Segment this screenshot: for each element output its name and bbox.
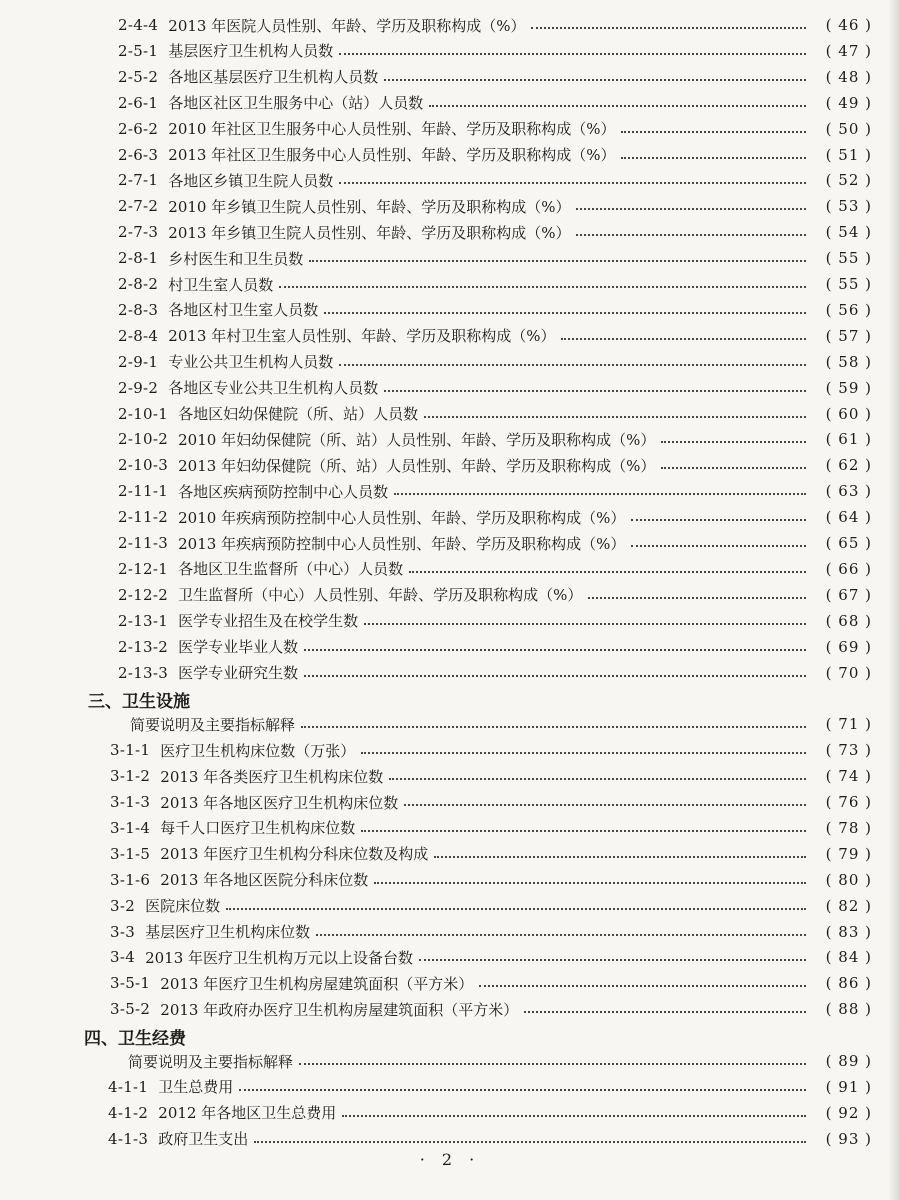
entry-title: 2013 年社区卫生服务中心人员性别、年龄、学历及职称构成（%） [168, 146, 616, 164]
entry-page-number: ( 83 ) [825, 922, 872, 941]
dot-leader [254, 1141, 806, 1143]
toc-entry [0, 90, 900, 116]
dot-leader [364, 623, 806, 625]
entry-title: 每千人口医疗卫生机构床位数 [160, 819, 356, 838]
entry-number: 3-2 [110, 896, 136, 915]
toc-entry [0, 737, 900, 763]
entry-title: 简要说明及主要指标解释 [130, 715, 296, 734]
toc-entry [0, 711, 900, 737]
toc-entry [0, 944, 900, 970]
entry-page-number: ( 84 ) [825, 948, 872, 967]
dot-leader [339, 364, 806, 366]
toc-entry [0, 1074, 900, 1100]
entry-page-number: ( 56 ) [825, 300, 872, 319]
entry-number: 2-6-3 [118, 145, 159, 164]
toc-entry [0, 582, 900, 608]
entry-number: 2-4-4 [118, 16, 159, 34]
dot-leader [342, 1115, 806, 1117]
entry-page-number: ( 58 ) [825, 352, 872, 371]
toc-entry [0, 167, 900, 193]
entry-title: 2013 年医疗卫生机构分科床位数及构成 [160, 845, 429, 864]
entry-number: 3-1-5 [110, 844, 151, 863]
entry-title: 各地区乡镇卫生院人员数 [168, 171, 334, 190]
entry-number: 2-10-3 [118, 456, 169, 475]
dot-leader [576, 208, 806, 210]
entry-page-number: ( 46 ) [825, 16, 872, 34]
entry-page-number: ( 61 ) [825, 430, 872, 449]
entry-title: 2013 年疾病预防控制中心人员性别、年龄、学历及职称构成（%） [178, 534, 626, 553]
entry-page-number: ( 60 ) [825, 404, 872, 423]
dot-leader [576, 234, 806, 236]
section-heading: 四、卫生经费 [84, 1028, 186, 1049]
entry-number: 4-1-1 [108, 1077, 149, 1096]
toc-entry [0, 323, 900, 349]
toc-entry [0, 841, 900, 867]
entry-title: 各地区村卫生室人员数 [168, 301, 319, 320]
entry-title: 2013 年妇幼保健院（所、站）人员性别、年龄、学历及职称构成（%） [178, 456, 656, 475]
dot-leader [661, 467, 806, 469]
entry-page-number: ( 93 ) [825, 1129, 872, 1148]
entry-title: 2013 年政府办医疗卫生机构房屋建筑面积（平方米） [160, 1000, 519, 1019]
entry-number: 2-13-2 [118, 637, 169, 656]
entry-number: 3-1-3 [110, 793, 151, 811]
entry-number: 3-1-6 [110, 870, 151, 889]
entry-number: 2-11-1 [118, 482, 169, 501]
entry-title: 2013 年各类医疗卫生机构床位数 [160, 767, 384, 786]
entry-title: 卫生监督所（中心）人员性别、年龄、学历及职称构成（%） [178, 586, 583, 605]
dot-leader [389, 778, 806, 780]
dot-leader [621, 157, 806, 159]
entry-number: 3-1-1 [110, 741, 151, 760]
entry-page-number: ( 88 ) [825, 1000, 872, 1019]
dot-leader [404, 804, 806, 806]
toc-entry [0, 478, 900, 504]
entry-number: 2-11-2 [118, 508, 169, 527]
entry-page-number: ( 51 ) [825, 145, 872, 164]
entry-title: 各地区卫生监督所（中心）人员数 [178, 560, 404, 579]
entry-title: 2013 年各地区医疗卫生机构床位数 [160, 793, 399, 812]
entry-number: 2-6-2 [118, 119, 159, 138]
toc-entry [0, 1126, 900, 1152]
entry-page-number: ( 55 ) [825, 275, 872, 293]
entry-number: 2-13-3 [118, 663, 169, 682]
entry-number: 2-11-3 [118, 534, 169, 552]
entry-page-number: ( 67 ) [825, 585, 872, 604]
entry-title: 简要说明及主要指标解释 [128, 1052, 294, 1071]
dot-leader [434, 856, 806, 858]
section-heading: 三、卫生设施 [88, 691, 190, 712]
dot-leader [384, 79, 806, 81]
toc-entry [0, 660, 900, 686]
entry-page-number: ( 50 ) [825, 119, 872, 138]
entry-page-number: ( 68 ) [825, 611, 872, 630]
entry-title: 医学专业研究生数 [178, 664, 299, 682]
entry-number: 2-8-1 [118, 249, 159, 268]
entry-page-number: ( 63 ) [825, 482, 872, 501]
entry-page-number: ( 73 ) [825, 741, 872, 760]
page-edge-shadow [888, 0, 900, 1200]
entry-number: 2-10-2 [118, 430, 169, 449]
dot-leader [361, 830, 806, 832]
dot-leader [279, 286, 806, 288]
entry-number: 3-1-2 [110, 767, 151, 786]
entry-title: 2013 年各地区医院分科床位数 [160, 871, 369, 890]
entry-title: 各地区社区卫生服务中心（站）人员数 [168, 94, 424, 113]
entry-title: 2013 年医疗卫生机构房屋建筑面积（平方米） [160, 974, 474, 993]
entry-page-number: ( 92 ) [825, 1103, 872, 1122]
dot-leader [374, 882, 806, 884]
dot-leader [394, 493, 806, 495]
entry-title: 村卫生室人员数 [168, 275, 274, 294]
entry-title: 2013 年村卫生室人员性别、年龄、学历及职称构成（%） [168, 327, 556, 346]
toc-entry [0, 142, 900, 168]
entry-page-number: ( 47 ) [825, 41, 872, 60]
entry-number: 3-3 [110, 922, 136, 941]
entry-page-number: ( 71 ) [825, 715, 872, 734]
entry-page-number: ( 70 ) [825, 663, 872, 682]
toc-entry [0, 116, 900, 142]
entry-title: 各地区基层医疗卫生机构人员数 [168, 68, 379, 87]
toc-entry [0, 815, 900, 841]
dot-leader [661, 441, 806, 443]
entry-title: 乡村医生和卫生员数 [168, 249, 304, 268]
page-footer: · 2 · [419, 1150, 481, 1169]
entry-number: 2-10-1 [118, 404, 169, 423]
toc-entry [0, 763, 900, 789]
toc-entry [0, 893, 900, 919]
toc-entry [0, 608, 900, 634]
dot-leader [309, 260, 806, 262]
toc-entry [0, 634, 900, 660]
entry-title: 各地区妇幼保健院（所、站）人员数 [178, 405, 419, 423]
entry-page-number: ( 69 ) [825, 637, 872, 656]
entry-page-number: ( 59 ) [825, 378, 872, 397]
entry-title: 2010 年乡镇卫生院人员性别、年龄、学历及职称构成（%） [168, 197, 571, 216]
toc-entry [0, 426, 900, 452]
entry-number: 2-12-2 [118, 585, 169, 604]
entry-number: 2-8-2 [118, 275, 159, 293]
entry-page-number: ( 52 ) [825, 171, 872, 190]
entry-page-number: ( 86 ) [825, 974, 872, 993]
toc-entry [0, 530, 900, 556]
toc-entry [0, 64, 900, 90]
entry-number: 2-12-1 [118, 559, 169, 578]
dot-leader [631, 545, 806, 547]
entry-page-number: ( 54 ) [825, 223, 872, 242]
dot-leader [316, 934, 806, 936]
entry-number: 3-4 [110, 948, 136, 967]
entry-number: 2-8-4 [118, 326, 159, 345]
toc-entry [0, 245, 900, 271]
toc-entry [0, 271, 900, 297]
entry-title: 基层医疗卫生机构人员数 [168, 42, 334, 61]
dot-leader [561, 338, 806, 340]
toc-entry [0, 1048, 900, 1074]
entry-title: 2010 年妇幼保健院（所、站）人员性别、年龄、学历及职称构成（%） [178, 430, 656, 449]
dot-leader [409, 571, 806, 573]
entry-number: 2-7-1 [118, 171, 159, 190]
entry-number: 2-13-1 [118, 611, 169, 630]
dot-leader [588, 597, 806, 599]
toc-entry [0, 297, 900, 323]
dot-leader [424, 416, 806, 418]
toc-entry [0, 452, 900, 478]
toc-entry [0, 504, 900, 530]
entry-title: 各地区疾病预防控制中心人员数 [178, 482, 389, 501]
entry-title: 2012 年各地区卫生总费用 [158, 1104, 337, 1123]
toc-entry [0, 789, 900, 815]
entry-title: 各地区专业公共卫生机构人员数 [168, 379, 379, 398]
dot-leader [419, 959, 806, 961]
dot-leader [524, 1011, 806, 1013]
entry-page-number: ( 55 ) [825, 249, 872, 268]
entry-number: 2-7-2 [118, 197, 159, 216]
dot-leader [304, 649, 806, 651]
entry-page-number: ( 48 ) [825, 67, 872, 86]
toc-entry [0, 38, 900, 64]
dot-leader [429, 105, 806, 107]
dot-leader [299, 1063, 806, 1065]
entry-title: 2013 年医疗卫生机构万元以上设备台数 [145, 948, 414, 967]
entry-page-number: ( 49 ) [825, 93, 872, 112]
toc-entry [0, 556, 900, 582]
entry-page-number: ( 74 ) [825, 767, 872, 786]
entry-number: 2-6-1 [118, 93, 159, 112]
entry-title: 专业公共卫生机构人员数 [168, 353, 334, 372]
entry-title: 2013 年医院人员性别、年龄、学历及职称构成（%） [168, 16, 526, 35]
dot-leader [621, 131, 806, 133]
dot-leader [339, 53, 806, 55]
toc-entry [0, 12, 900, 38]
toc-entry [0, 970, 900, 996]
dot-leader [361, 752, 806, 754]
dot-leader [301, 726, 806, 728]
entry-title: 基层医疗卫生机构床位数 [145, 923, 311, 941]
entry-title: 政府卫生支出 [158, 1130, 249, 1149]
entry-page-number: ( 53 ) [825, 197, 872, 216]
dot-leader [531, 27, 806, 29]
entry-number: 4-1-3 [108, 1129, 149, 1148]
toc-entry [0, 349, 900, 375]
entry-title: 2010 年疾病预防控制中心人员性别、年龄、学历及职称构成（%） [178, 508, 626, 527]
entry-number: 2-9-1 [118, 352, 159, 371]
dot-leader [304, 675, 806, 677]
entry-title: 医学专业毕业人数 [178, 638, 299, 657]
entry-number: 3-5-2 [110, 1000, 151, 1019]
dot-leader [479, 985, 806, 987]
toc-entry [0, 375, 900, 401]
entry-page-number: ( 89 ) [825, 1052, 872, 1070]
entry-page-number: ( 78 ) [825, 818, 872, 837]
entry-title: 医院床位数 [145, 897, 221, 916]
entry-page-number: ( 79 ) [825, 844, 872, 863]
entry-number: 4-1-2 [108, 1103, 149, 1122]
dot-leader [384, 390, 806, 392]
entry-number: 2-5-1 [118, 41, 159, 60]
toc-entry [0, 919, 900, 945]
entry-page-number: ( 65 ) [825, 534, 872, 552]
toc-entry [0, 401, 900, 427]
entry-title: 2013 年乡镇卫生院人员性别、年龄、学历及职称构成（%） [168, 223, 571, 242]
entry-page-number: ( 62 ) [825, 456, 872, 475]
entry-title: 卫生总费用 [158, 1078, 234, 1097]
entry-page-number: ( 57 ) [825, 326, 872, 345]
entry-page-number: ( 80 ) [825, 870, 872, 889]
dot-leader [324, 312, 806, 314]
entry-page-number: ( 91 ) [825, 1077, 872, 1096]
entry-page-number: ( 66 ) [825, 559, 872, 578]
entry-number: 2-9-2 [118, 378, 159, 397]
dot-leader [239, 1089, 806, 1091]
entry-number: 3-5-1 [110, 974, 151, 993]
entry-title: 医疗卫生机构床位数（万张） [160, 741, 356, 760]
dot-leader [339, 182, 806, 184]
entry-page-number: ( 82 ) [825, 896, 872, 915]
toc-entry [0, 219, 900, 245]
entry-number: 2-5-2 [118, 67, 159, 86]
entry-title: 医学专业招生及在校学生数 [178, 612, 359, 631]
dot-leader [226, 908, 806, 910]
entry-title: 2010 年社区卫生服务中心人员性别、年龄、学历及职称构成（%） [168, 120, 616, 139]
entry-page-number: ( 64 ) [825, 508, 872, 527]
entry-page-number: ( 76 ) [825, 793, 872, 811]
entry-number: 2-8-3 [118, 300, 159, 319]
toc-entry [0, 1100, 900, 1126]
toc-entry [0, 996, 900, 1022]
toc-entry [0, 867, 900, 893]
entry-number: 3-1-4 [110, 818, 151, 837]
dot-leader [631, 519, 806, 521]
toc-entry [0, 193, 900, 219]
entry-number: 2-7-3 [118, 223, 159, 242]
